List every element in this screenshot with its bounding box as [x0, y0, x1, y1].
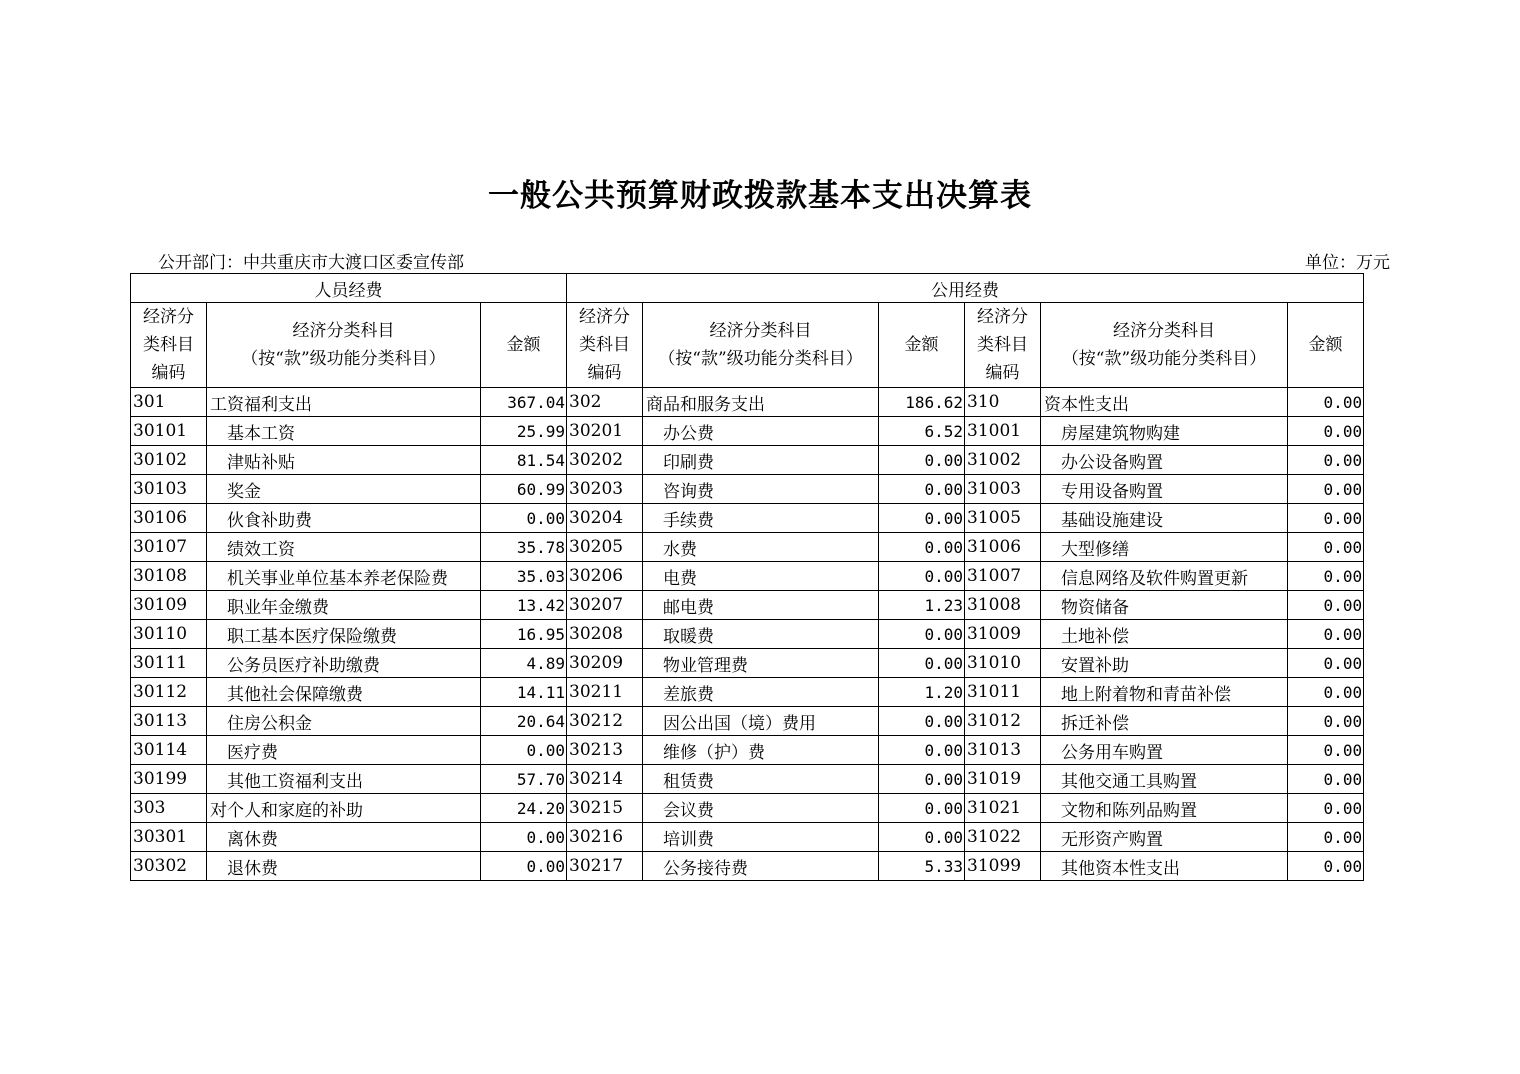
cell-amount: 0.00 [1288, 417, 1364, 446]
cell-amount: 0.00 [879, 736, 965, 765]
cell-name: 信息网络及软件购置更新 [1041, 562, 1288, 591]
table-row [131, 823, 1364, 852]
cell-code: 30216 [567, 823, 643, 852]
cell-amount: 0.00 [1288, 388, 1364, 417]
cell-name: 因公出国（境）费用 [643, 707, 879, 736]
cell-name: 邮电费 [643, 591, 879, 620]
cell-code: 30206 [567, 562, 643, 591]
cell-amount: 0.00 [1288, 823, 1364, 852]
cell-code: 31012 [965, 707, 1041, 736]
cell-amount: 0.00 [481, 736, 567, 765]
header-subject-line: （按“款”级功能分类科目） [1061, 349, 1267, 369]
cell-code: 30201 [567, 417, 643, 446]
cell-amount: 0.00 [1288, 707, 1364, 736]
cell-code: 31002 [965, 446, 1041, 475]
cell-code: 30205 [567, 533, 643, 562]
cell-code: 310 [965, 388, 1041, 417]
cell-code: 30109 [131, 591, 207, 620]
cell-amount: 35.03 [481, 562, 567, 591]
cell-name: 会议费 [643, 794, 879, 823]
cell-name: 培训费 [643, 823, 879, 852]
cell-code: 30209 [567, 649, 643, 678]
cell-code: 31009 [965, 620, 1041, 649]
cell-code: 30301 [131, 823, 207, 852]
cell-name: 其他资本性支出 [1041, 852, 1288, 881]
cell-code: 31013 [965, 736, 1041, 765]
expenditure-table [130, 273, 1364, 881]
cell-code: 30302 [131, 852, 207, 881]
table-row [131, 707, 1364, 736]
cell-code: 30107 [131, 533, 207, 562]
header-amount: 金额 [1288, 303, 1364, 388]
cell-code: 31019 [965, 765, 1041, 794]
table-row [131, 446, 1364, 475]
cell-code: 31099 [965, 852, 1041, 881]
cell-amount: 5.33 [879, 852, 965, 881]
cell-name: 津贴补贴 [207, 446, 481, 475]
cell-code: 303 [131, 794, 207, 823]
cell-code: 31007 [965, 562, 1041, 591]
table-row [131, 417, 1364, 446]
cell-code: 30204 [567, 504, 643, 533]
cell-name: 资本性支出 [1041, 388, 1288, 417]
cell-name: 其他交通工具购置 [1041, 765, 1288, 794]
cell-amount: 367.04 [481, 388, 567, 417]
cell-code: 31008 [965, 591, 1041, 620]
cell-code: 301 [131, 388, 207, 417]
group-public: 公用经费 [567, 274, 1364, 303]
cell-amount: 0.00 [879, 562, 965, 591]
cell-name: 咨询费 [643, 475, 879, 504]
unit-label: 单位：万元 [1305, 253, 1390, 273]
cell-amount: 0.00 [879, 446, 965, 475]
cell-amount: 0.00 [1288, 678, 1364, 707]
department-label: 公开部门：中共重庆市大渡口区委宣传部 [158, 253, 464, 273]
cell-code: 31001 [965, 417, 1041, 446]
table-row [131, 765, 1364, 794]
cell-name: 电费 [643, 562, 879, 591]
header-subject [207, 303, 481, 388]
header-code: 经济分类科目编码 [567, 303, 643, 388]
cell-amount: 0.00 [879, 794, 965, 823]
cell-name: 离休费 [207, 823, 481, 852]
cell-amount: 0.00 [879, 823, 965, 852]
table-row [131, 794, 1364, 823]
cell-code: 30199 [131, 765, 207, 794]
cell-name: 取暖费 [643, 620, 879, 649]
cell-amount: 25.99 [481, 417, 567, 446]
cell-name: 租赁费 [643, 765, 879, 794]
cell-code: 30211 [567, 678, 643, 707]
cell-code: 30103 [131, 475, 207, 504]
cell-amount: 0.00 [879, 707, 965, 736]
cell-name: 办公设备购置 [1041, 446, 1288, 475]
cell-amount: 0.00 [879, 475, 965, 504]
cell-amount: 0.00 [1288, 591, 1364, 620]
header-subject [1041, 303, 1288, 388]
header-amount: 金额 [879, 303, 965, 388]
cell-name: 拆迁补偿 [1041, 707, 1288, 736]
cell-code: 30110 [131, 620, 207, 649]
cell-amount: 0.00 [1288, 446, 1364, 475]
cell-name: 安置补助 [1041, 649, 1288, 678]
cell-amount: 14.11 [481, 678, 567, 707]
cell-code: 31021 [965, 794, 1041, 823]
cell-amount: 0.00 [481, 852, 567, 881]
header-subject-line: 经济分类科目 [292, 321, 395, 341]
cell-amount: 0.00 [1288, 794, 1364, 823]
cell-name: 奖金 [207, 475, 481, 504]
cell-name: 公务用车购置 [1041, 736, 1288, 765]
cell-name: 办公费 [643, 417, 879, 446]
cell-name: 伙食补助费 [207, 504, 481, 533]
cell-amount: 0.00 [879, 620, 965, 649]
cell-name: 房屋建筑物购建 [1041, 417, 1288, 446]
cell-name: 职工基本医疗保险缴费 [207, 620, 481, 649]
cell-amount: 186.62 [879, 388, 965, 417]
cell-name: 地上附着物和青苗补偿 [1041, 678, 1288, 707]
cell-code: 30106 [131, 504, 207, 533]
header-amount: 金额 [481, 303, 567, 388]
cell-code: 31006 [965, 533, 1041, 562]
table-row [131, 533, 1364, 562]
table-row [131, 736, 1364, 765]
cell-name: 大型修缮 [1041, 533, 1288, 562]
cell-amount: 1.23 [879, 591, 965, 620]
group-personnel: 人员经费 [131, 274, 567, 303]
cell-amount: 0.00 [1288, 852, 1364, 881]
cell-code: 30114 [131, 736, 207, 765]
cell-name: 其他社会保障缴费 [207, 678, 481, 707]
cell-amount: 0.00 [481, 504, 567, 533]
cell-code: 30108 [131, 562, 207, 591]
cell-code: 31003 [965, 475, 1041, 504]
cell-code: 30217 [567, 852, 643, 881]
cell-amount: 0.00 [1288, 765, 1364, 794]
cell-code: 30214 [567, 765, 643, 794]
cell-amount: 1.20 [879, 678, 965, 707]
cell-name: 职业年金缴费 [207, 591, 481, 620]
cell-code: 302 [567, 388, 643, 417]
cell-name: 土地补偿 [1041, 620, 1288, 649]
cell-name: 差旅费 [643, 678, 879, 707]
cell-code: 30213 [567, 736, 643, 765]
cell-code: 30202 [567, 446, 643, 475]
cell-amount: 6.52 [879, 417, 965, 446]
cell-amount: 60.99 [481, 475, 567, 504]
cell-name: 手续费 [643, 504, 879, 533]
cell-code: 31011 [965, 678, 1041, 707]
table-row [131, 504, 1364, 533]
cell-name: 绩效工资 [207, 533, 481, 562]
cell-name: 机关事业单位基本养老保险费 [207, 562, 481, 591]
cell-name: 基本工资 [207, 417, 481, 446]
cell-name: 物业管理费 [643, 649, 879, 678]
cell-amount: 35.78 [481, 533, 567, 562]
cell-amount: 0.00 [879, 649, 965, 678]
header-subject [643, 303, 879, 388]
cell-amount: 0.00 [879, 504, 965, 533]
cell-code: 30111 [131, 649, 207, 678]
cell-name: 基础设施建设 [1041, 504, 1288, 533]
cell-name: 其他工资福利支出 [207, 765, 481, 794]
cell-amount: 0.00 [879, 533, 965, 562]
cell-name: 工资福利支出 [207, 388, 481, 417]
header-subject-line: （按“款”级功能分类科目） [658, 349, 863, 369]
cell-amount: 0.00 [1288, 649, 1364, 678]
header-code: 经济分类科目编码 [131, 303, 207, 388]
table-row [131, 591, 1364, 620]
cell-amount: 0.00 [481, 823, 567, 852]
cell-amount: 16.95 [481, 620, 567, 649]
page-title: 一般公共预算财政拨款基本支出决算表 [488, 178, 1032, 214]
cell-name: 印刷费 [643, 446, 879, 475]
cell-code: 31010 [965, 649, 1041, 678]
cell-name: 物资储备 [1041, 591, 1288, 620]
cell-code: 30101 [131, 417, 207, 446]
header-subject-line: 经济分类科目 [1113, 321, 1216, 341]
header-subject-line: 经济分类科目 [709, 321, 812, 341]
cell-name: 维修（护）费 [643, 736, 879, 765]
cell-amount: 0.00 [1288, 736, 1364, 765]
header-code: 经济分类科目编码 [965, 303, 1041, 388]
cell-name: 医疗费 [207, 736, 481, 765]
cell-amount: 4.89 [481, 649, 567, 678]
cell-code: 30212 [567, 707, 643, 736]
column-header-row [131, 303, 1364, 388]
table-row [131, 852, 1364, 881]
header-subject-line: （按“款”级功能分类科目） [241, 349, 446, 369]
cell-name: 退休费 [207, 852, 481, 881]
table-row [131, 475, 1364, 504]
cell-code: 30208 [567, 620, 643, 649]
cell-code: 31022 [965, 823, 1041, 852]
table-row [131, 562, 1364, 591]
cell-amount: 24.20 [481, 794, 567, 823]
cell-amount: 0.00 [1288, 475, 1364, 504]
cell-name: 公务接待费 [643, 852, 879, 881]
cell-amount: 13.42 [481, 591, 567, 620]
cell-name: 文物和陈列品购置 [1041, 794, 1288, 823]
cell-code: 30215 [567, 794, 643, 823]
group-header-row [131, 274, 1364, 303]
cell-name: 对个人和家庭的补助 [207, 794, 481, 823]
cell-code: 30112 [131, 678, 207, 707]
table-row [131, 649, 1364, 678]
cell-amount: 81.54 [481, 446, 567, 475]
cell-code: 30102 [131, 446, 207, 475]
cell-code: 30113 [131, 707, 207, 736]
cell-amount: 0.00 [1288, 504, 1364, 533]
table-row [131, 678, 1364, 707]
cell-amount: 0.00 [1288, 533, 1364, 562]
cell-name: 商品和服务支出 [643, 388, 879, 417]
cell-name: 水费 [643, 533, 879, 562]
cell-code: 31005 [965, 504, 1041, 533]
cell-name: 无形资产购置 [1041, 823, 1288, 852]
cell-name: 住房公积金 [207, 707, 481, 736]
table-row [131, 388, 1364, 417]
cell-code: 30203 [567, 475, 643, 504]
table-row [131, 620, 1364, 649]
cell-amount: 20.64 [481, 707, 567, 736]
cell-code: 30207 [567, 591, 643, 620]
cell-amount: 0.00 [879, 765, 965, 794]
cell-name: 专用设备购置 [1041, 475, 1288, 504]
cell-amount: 57.70 [481, 765, 567, 794]
cell-amount: 0.00 [1288, 562, 1364, 591]
cell-amount: 0.00 [1288, 620, 1364, 649]
cell-name: 公务员医疗补助缴费 [207, 649, 481, 678]
